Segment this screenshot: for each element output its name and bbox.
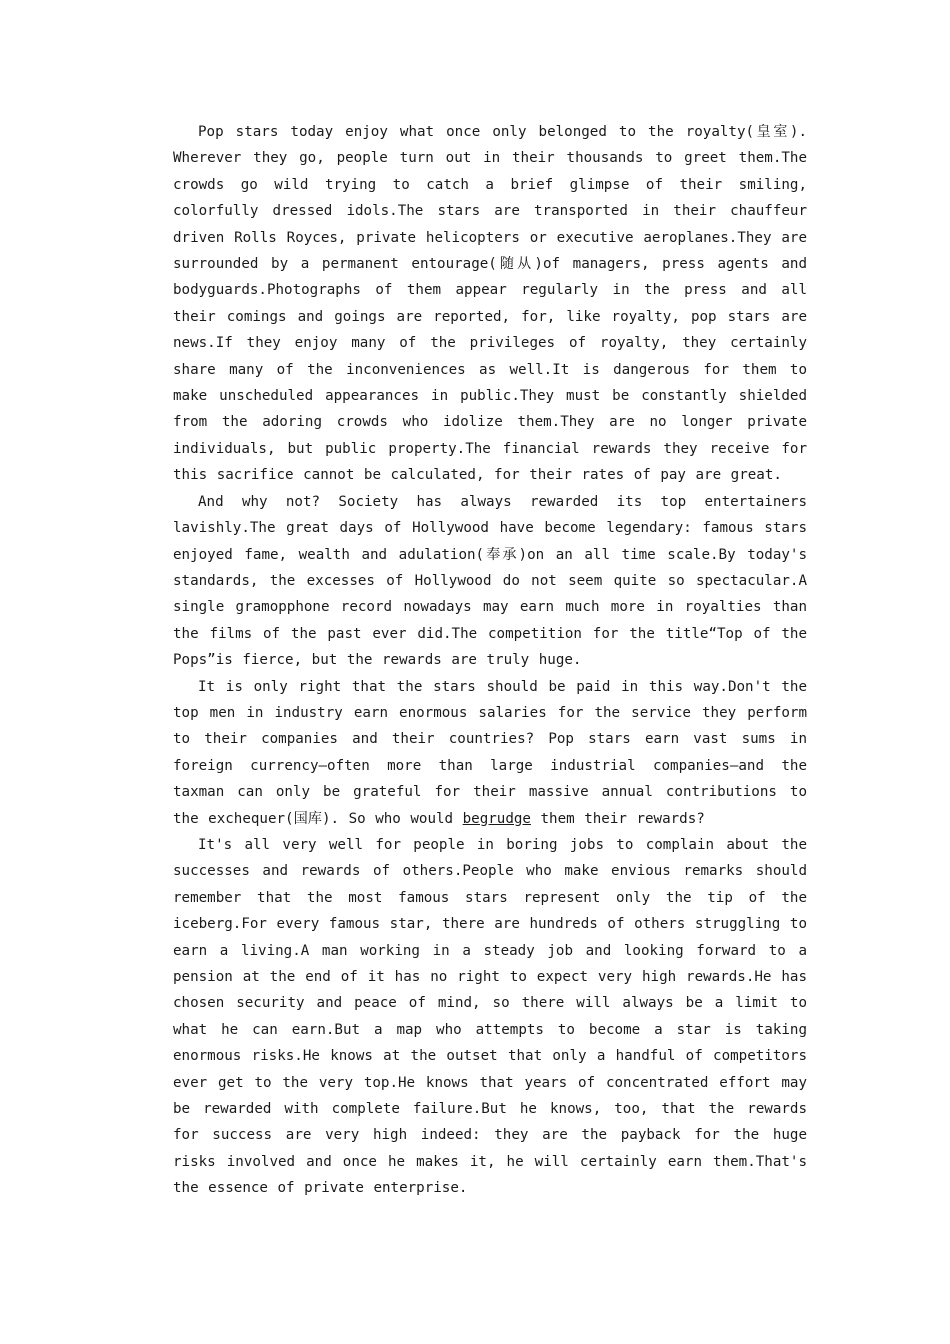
paragraph-3-text-after: them their rewards? (530, 810, 705, 827)
paragraph-1: Pop stars today enjoy what once only belonged to the royalty(皇室). Wherever they go, people turn out in their thousands to greet them.The crowds go wild trying to catch a brief glimpse of their smiling, colorfully dressed idols.The stars are transported in their chauffeur driven Rolls Royces, private helicopters or executive aeroplanes.They are surrounded by a permanent entourage(随从)of managers, press agents and bodyguards.Photographs of them appear regularly in the press and all their comings and goings are reported, for, like royalty, pop stars are news.If they enjoy many of the privileges of royalty, they certainly share many of the inconveniences as well.It is dangerous for them to make unscheduled appearances in public.They must be constantly shielded from the adoring crowds who idolize them.They are no longer private individuals, but public property.The financial rewards they receive for this sacrifice cannot be calculated, for their rates of pay are great. (173, 124, 807, 484)
underlined-word: begrudge (462, 810, 531, 827)
paragraph-4: It's all very well for people in boring jobs to complain about the successes and rewards of others.People who make envious remarks should remember that the most famous stars represent only the tip of the iceberg.For every famous star, there are hundreds of others struggling to earn a living.A man working in a steady job and looking forward to a pension at the end of it has no right to expect very high rewards.He has chosen security and peace of mind, so there will always be a limit to what he can earn.But a map who attempts to become a star is taking enormous risks.He knows at the outset that only a handful of competitors ever get to the very top.He knows that years of concentrated effort may be rewarded with complete failure.But he knows, too, that the rewards for success are very high indeed: they are the payback for the huge risks involved and once he makes it, he will certainly earn them.That's the essence of private enterprise. (173, 836, 807, 1197)
paragraph-3 (173, 674, 807, 832)
document-page (173, 119, 807, 1202)
paragraph-2: And why not? Society has always rewarded its top entertainers lavishly.The great days of Hollywood have become legendary: famous stars enjoyed fame, wealth and adulation(奉承)on an all time scale.By today's standards, the excesses of Hollywood do not seem quite so spectacular.A single gramopphone record nowadays may earn much more in royalties than the films of the past ever did.The competition for the title“Top of the Pops”is fierce, but the rewards are truly huge. (173, 493, 807, 669)
paragraph-3-text-before: It is only right that the stars should be paid in this way.Don't the top men in industry earn enormous salaries for the service they perform to their companies and their countries? Pop stars earn vast sums in foreign currency—often more than large industrial companies—and the taxman can only be grateful for their massive annual contributions to the exchequer(国库). So who would (173, 678, 807, 827)
